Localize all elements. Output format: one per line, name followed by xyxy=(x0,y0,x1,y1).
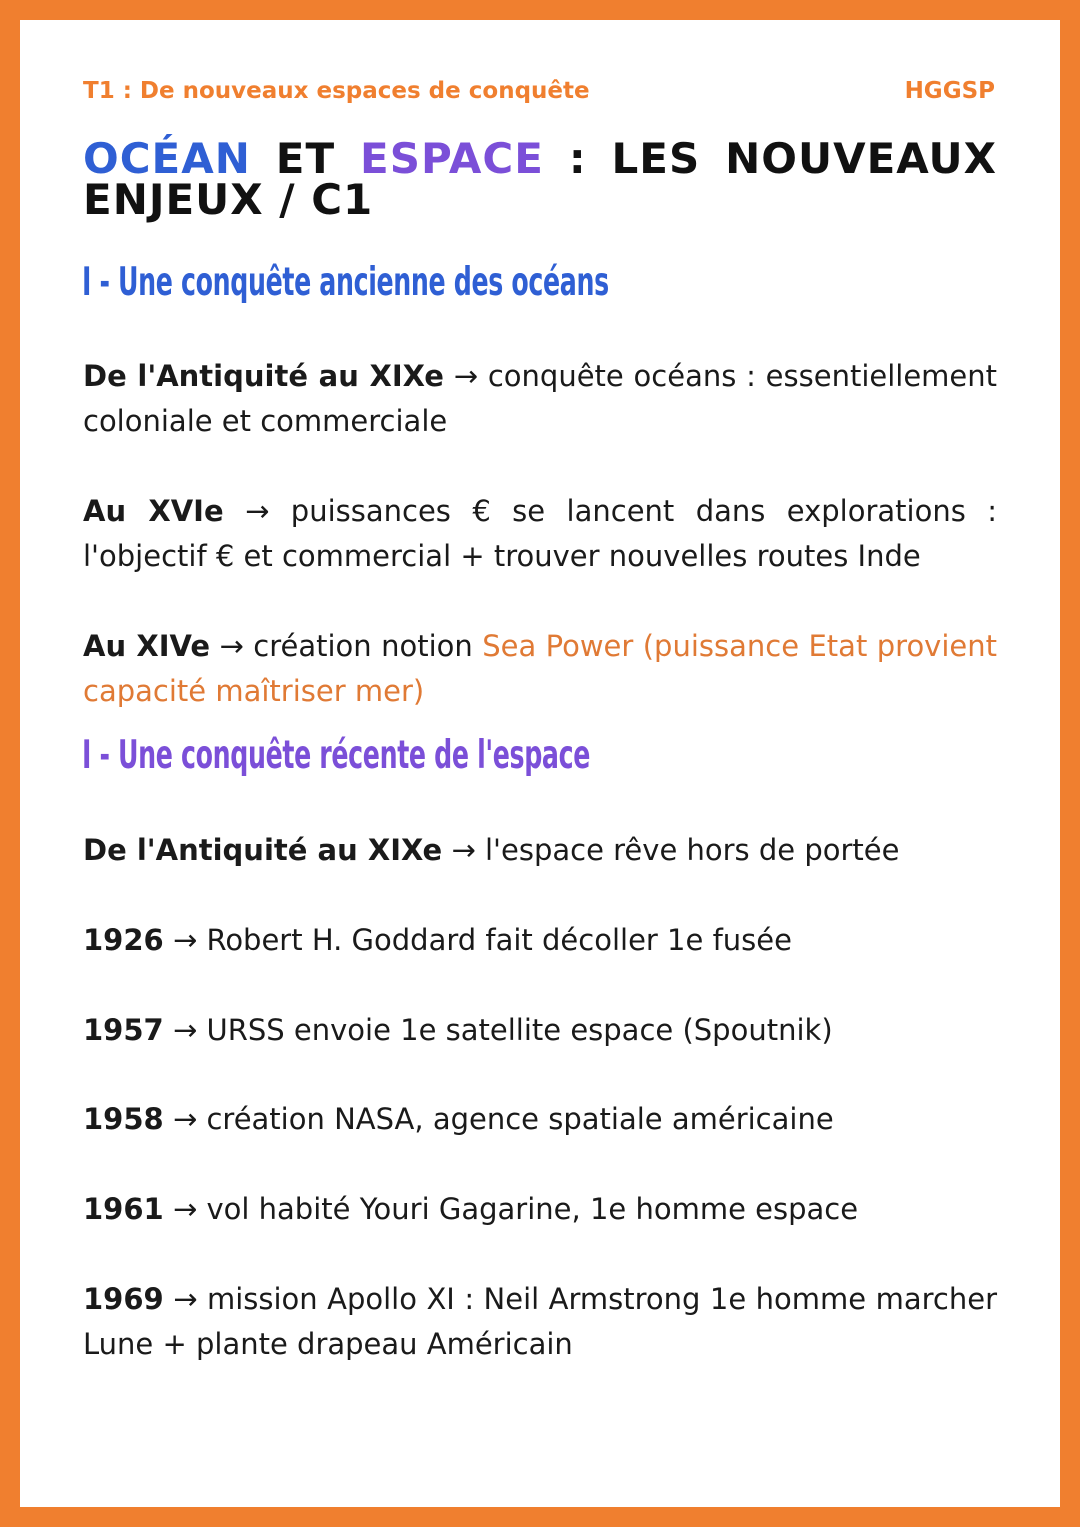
item-lead: De l'Antiquité au XIXe xyxy=(83,833,443,867)
item-text: vol habité Youri Gagarine, 1e homme espace xyxy=(206,1192,859,1226)
item-lead: 1969 xyxy=(83,1282,164,1316)
item-lead: 1926 xyxy=(83,923,164,957)
item-lead: 1961 xyxy=(83,1192,164,1226)
item-text: mission Apollo XI : Neil Armstrong 1e homme marcher Lune + plante drapeau Américain xyxy=(83,1282,998,1361)
arrow-icon: → xyxy=(172,1192,198,1226)
arrow-icon: → xyxy=(245,494,270,528)
topic-label: T1 : De nouveaux espaces de conquête xyxy=(83,78,590,104)
arrow-icon: → xyxy=(173,1282,198,1316)
title-espace: ESPACE xyxy=(360,134,544,183)
list-item xyxy=(83,1277,997,1367)
section-heading-oceans: I - Une conquête ancienne des océans xyxy=(82,260,609,305)
list-item xyxy=(83,1097,997,1142)
title-ocean: OCÉAN xyxy=(83,134,251,183)
list-item xyxy=(83,624,997,714)
title-rest: : LES NOUVEAUX ENJEUX / C1 xyxy=(83,134,997,224)
item-text: l'espace rêve hors de portée xyxy=(484,833,900,867)
item-lead: Au XIVe xyxy=(83,629,211,663)
arrow-icon: → xyxy=(172,1102,198,1136)
section-heading-space: I - Une conquête récente de l'espace xyxy=(82,733,590,778)
item-text: création notion xyxy=(253,629,483,663)
page-title xyxy=(83,134,997,224)
subject-label: HGGSP xyxy=(904,78,995,104)
item-text: URSS envoie 1e satellite espace (Spoutnik) xyxy=(206,1013,833,1047)
document-page xyxy=(20,20,1060,1507)
item-lead: De l'Antiquité au XIXe xyxy=(83,359,444,393)
item-lead: 1957 xyxy=(83,1013,164,1047)
list-item xyxy=(83,828,997,873)
page-header xyxy=(83,78,995,104)
arrow-icon: → xyxy=(172,923,198,957)
list-item xyxy=(83,1008,997,1053)
item-lead: Au XVIe xyxy=(83,494,224,528)
list-item xyxy=(83,354,997,444)
item-lead: 1958 xyxy=(83,1102,164,1136)
item-text: création NASA, agence spatiale américaine xyxy=(206,1102,834,1136)
item-text: puissances € se lancent dans explorations : l'objectif € et commercial + trouver nouvelles routes Inde xyxy=(83,494,998,573)
list-item xyxy=(83,1187,997,1232)
list-item xyxy=(83,489,997,579)
arrow-icon: → xyxy=(453,359,479,393)
item-text: conquête océans : essentiellement coloniale et commerciale xyxy=(83,359,998,438)
list-item xyxy=(83,918,997,963)
title-et: ET xyxy=(250,134,361,183)
sea-power-highlight: Sea Power (puissance Etat provient capacité maîtriser mer) xyxy=(83,629,997,708)
arrow-icon: → xyxy=(219,629,244,663)
item-text: Robert H. Goddard fait décoller 1e fusée xyxy=(206,923,792,957)
arrow-icon: → xyxy=(172,1013,198,1047)
arrow-icon: → xyxy=(451,833,476,867)
